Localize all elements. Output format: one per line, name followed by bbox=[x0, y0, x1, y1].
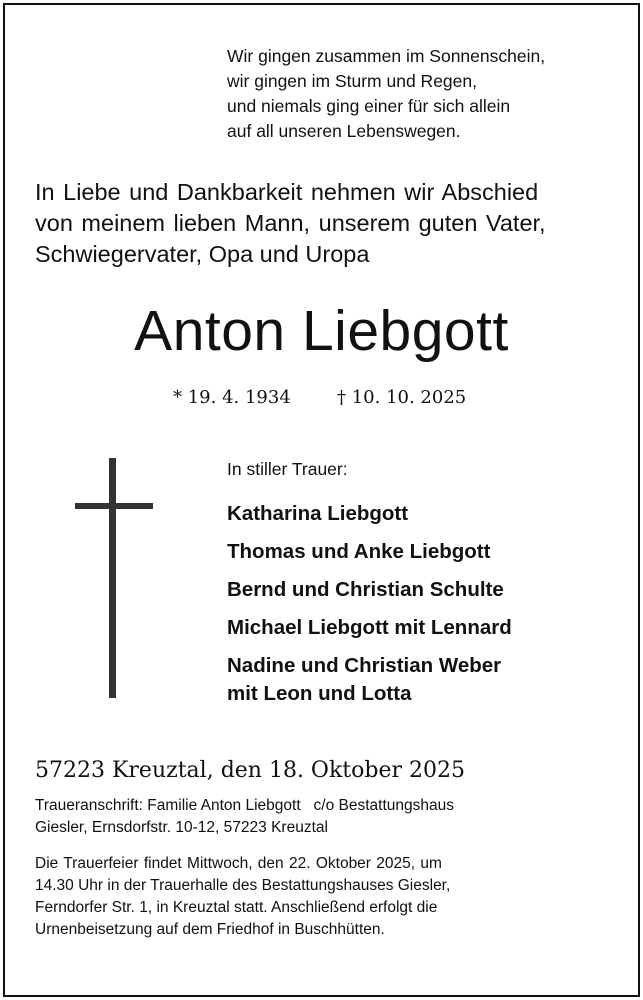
intro-line: von meinem lieben Mann, unserem guten Vater, bbox=[35, 210, 546, 236]
service-line: Die Trauerfeier findet Mittwoch, den 22. Oktober 2025, um bbox=[35, 855, 442, 872]
deceased-name: Anton Liebgott bbox=[134, 299, 509, 363]
place-date: 57223 Kreuztal, den 18. Oktober 2025 bbox=[35, 758, 465, 783]
poem-line: auf all unseren Lebenswegen. bbox=[227, 121, 461, 141]
service-line: 14.30 Uhr in der Trauerhalle des Bestattungshauses Giesler, bbox=[35, 877, 451, 894]
mourner-name: mit Leon und Lotta bbox=[227, 682, 412, 705]
intro-line: Schwiegervater, Opa und Uropa bbox=[35, 241, 370, 267]
poem bbox=[227, 44, 545, 144]
mourner-name: Nadine und Christian Weber bbox=[227, 654, 502, 677]
birth-date: * 19. 4. 1934 bbox=[173, 387, 291, 408]
mourners-list bbox=[227, 500, 512, 708]
address-line: Giesler, Ernsdorfstr. 10-12, 57223 Kreuztal bbox=[35, 819, 328, 836]
service-line: Ferndorfer Str. 1, in Kreuztal statt. Anschließend erfolgt die bbox=[35, 899, 438, 916]
mourner-name: Thomas und Anke Liebgott bbox=[227, 540, 491, 563]
intro-text bbox=[35, 177, 607, 270]
address-line: Traueranschrift: Familie Anton Liebgott c/o Bestattungshaus bbox=[35, 797, 455, 814]
cross-vertical-bar bbox=[109, 458, 116, 698]
poem-line: Wir gingen zusammen im Sonnenschein, bbox=[227, 46, 546, 66]
death-date: † 10. 10. 2025 bbox=[337, 387, 467, 408]
intro-line: In Liebe und Dankbarkeit nehmen wir Abschied bbox=[35, 179, 539, 205]
cross-horizontal-bar bbox=[75, 503, 153, 509]
service-line: Urnenbeisetzung auf dem Friedhof in Buschhütten. bbox=[35, 921, 385, 938]
poem-line: und niemals ging einer für sich allein bbox=[227, 96, 511, 116]
poem-line: wir gingen im Sturm und Regen, bbox=[227, 71, 477, 91]
mourning-address bbox=[35, 795, 607, 839]
mourner-name: Katharina Liebgott bbox=[227, 502, 409, 525]
mourner-name: Bernd und Christian Schulte bbox=[227, 578, 504, 601]
mourner-name: Michael Liebgott mit Lennard bbox=[227, 616, 512, 639]
mourning-label: In stiller Trauer: bbox=[227, 459, 348, 479]
service-info bbox=[35, 853, 607, 941]
